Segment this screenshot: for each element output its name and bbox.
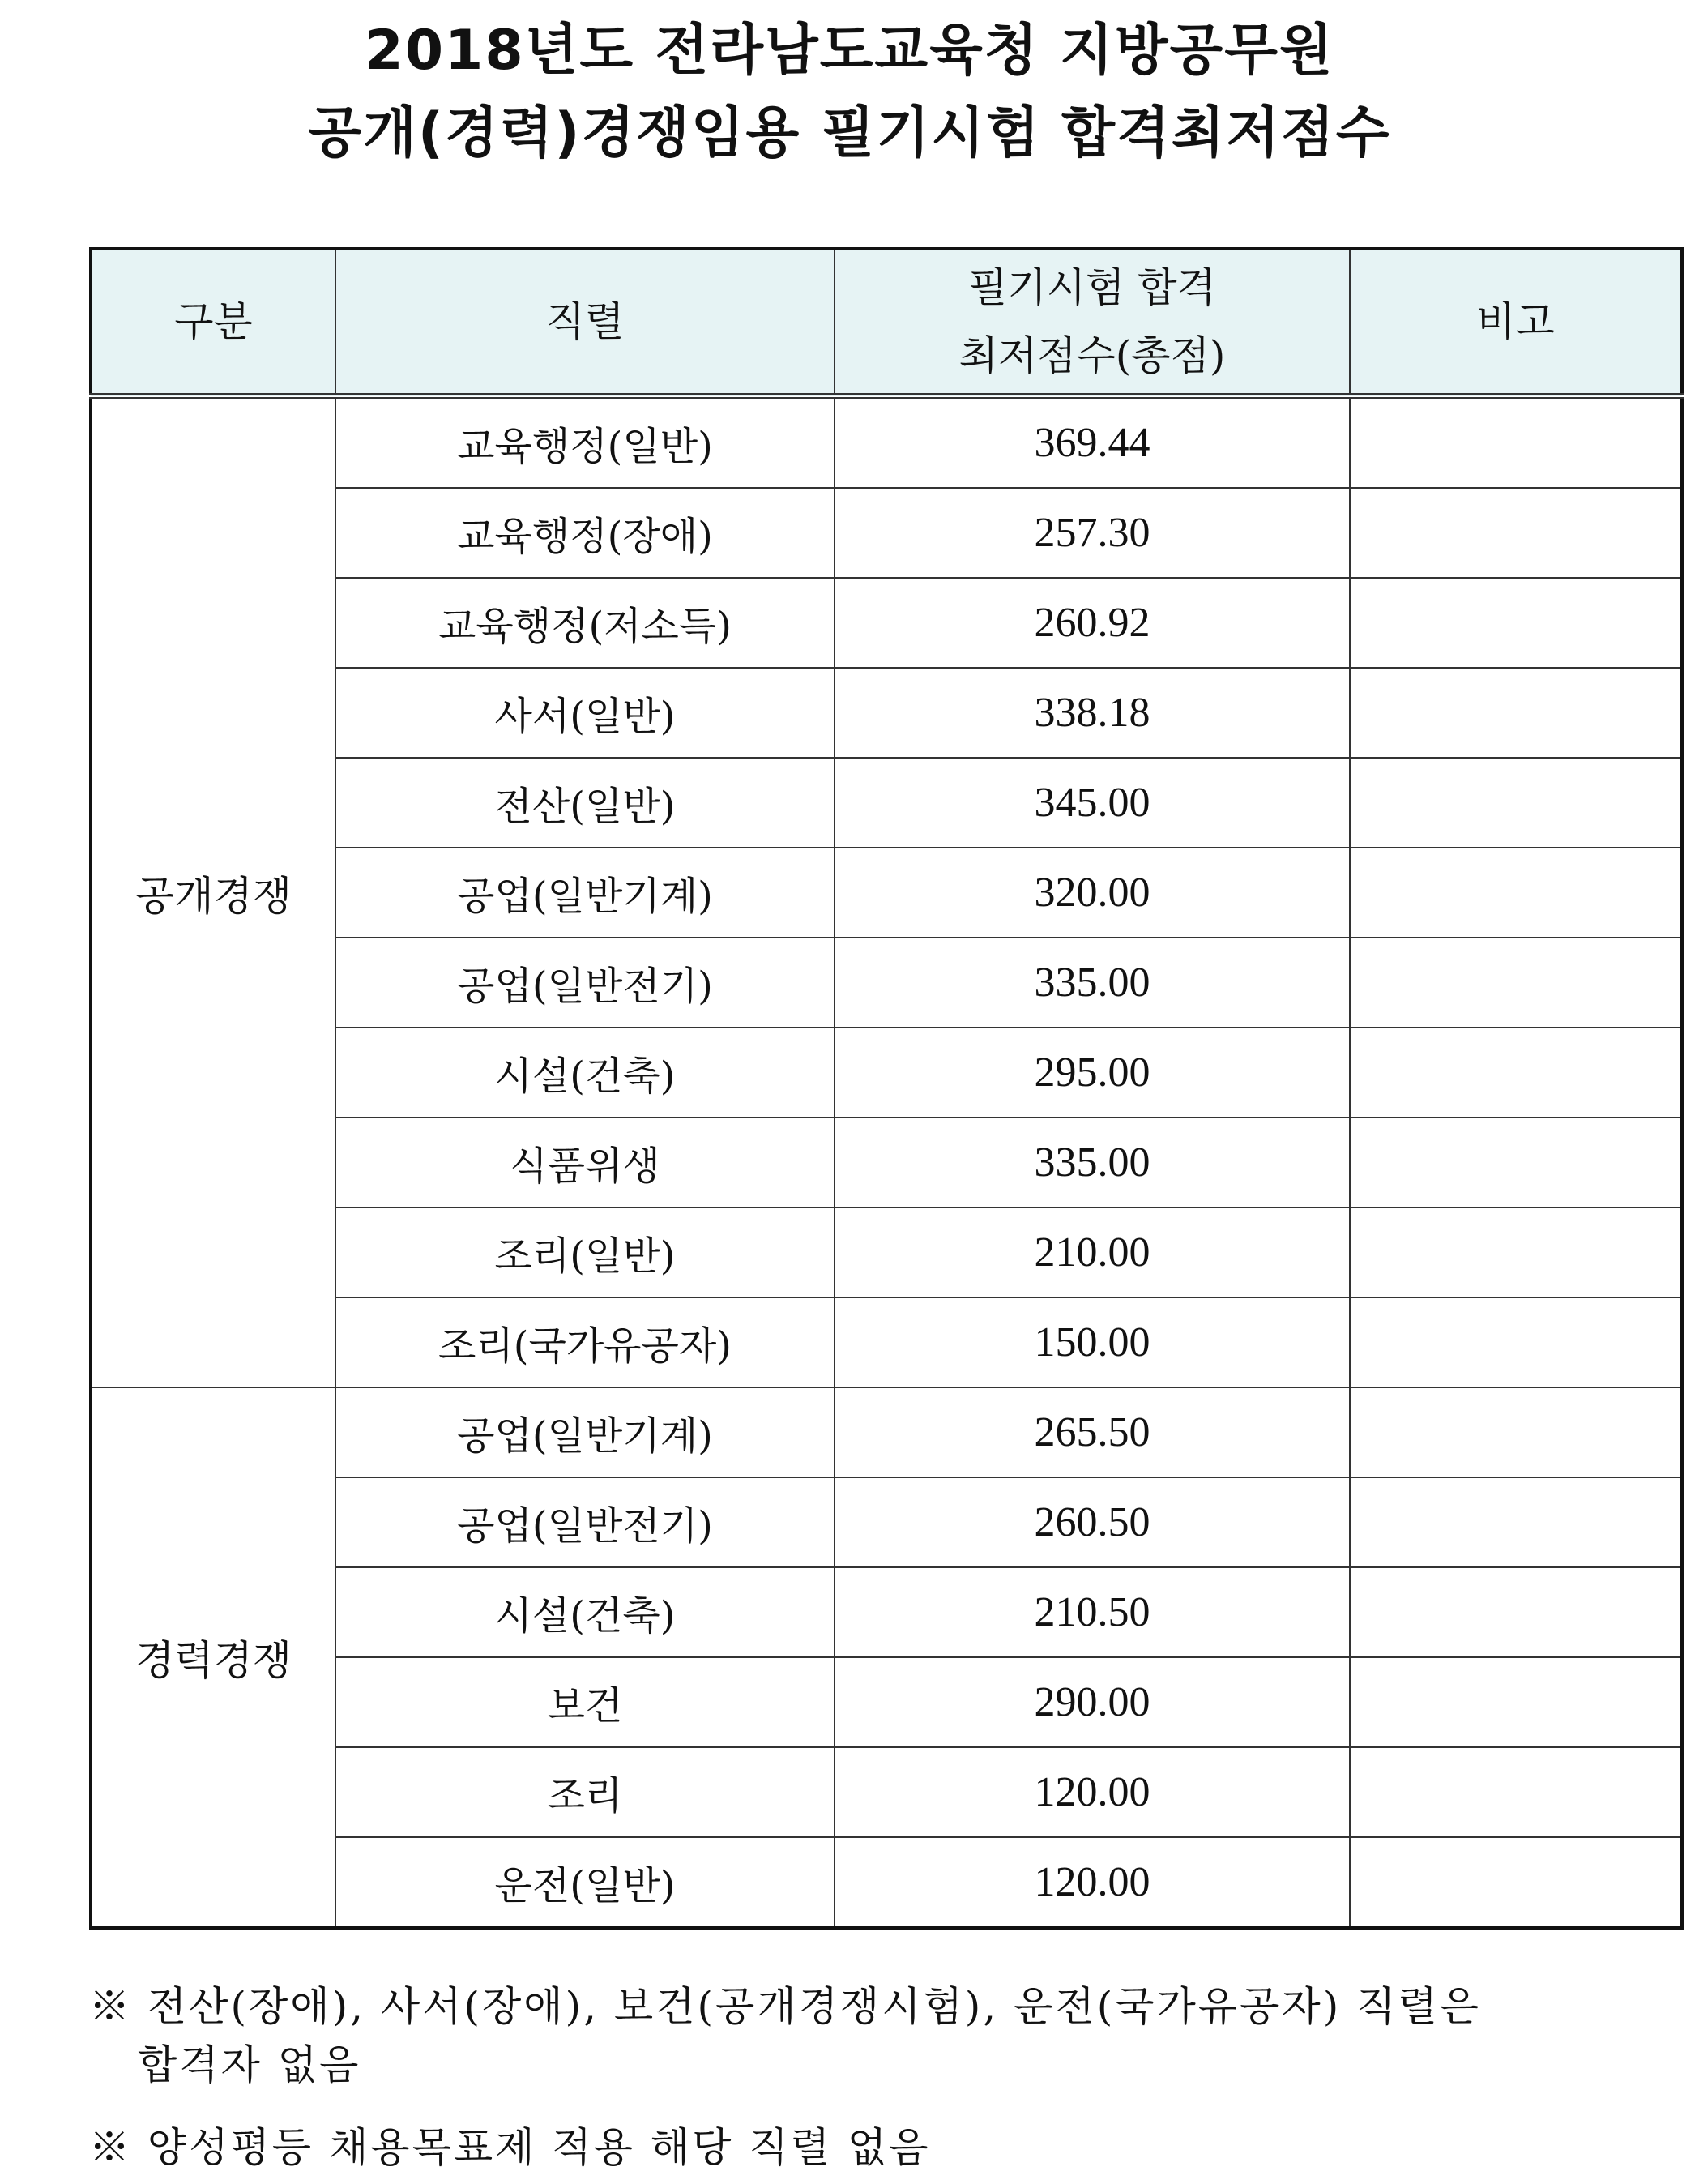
score-cell: 260.50 <box>835 1477 1350 1567</box>
position-cell: 전산(일반) <box>335 758 835 848</box>
remark-cell <box>1350 758 1682 848</box>
remark-cell <box>1350 668 1682 758</box>
remark-cell <box>1350 1297 1682 1387</box>
score-cell: 150.00 <box>835 1297 1350 1387</box>
remark-cell <box>1350 848 1682 938</box>
group-category-open: 공개경쟁 <box>91 396 335 1388</box>
table-row <box>91 1387 1682 1477</box>
header-category: 구분 <box>91 249 335 396</box>
document-title-line2: 공개(경력)경쟁임용 필기시험 합격최저점수 <box>308 101 1391 165</box>
score-cell: 120.00 <box>835 1747 1350 1837</box>
footnote-gender-equality: ※ 양성평등 채용목표제 적용 해당 직렬 없음 <box>89 2124 931 2171</box>
score-cell: 335.00 <box>835 938 1350 1028</box>
remark-cell <box>1350 396 1682 489</box>
group-category-career: 경력경쟁 <box>91 1387 335 1928</box>
remark-cell <box>1350 1118 1682 1207</box>
position-cell: 조리 <box>335 1747 835 1837</box>
header-score-line2: 최저점수(총점) <box>958 332 1226 379</box>
position-cell: 사서(일반) <box>335 668 835 758</box>
remark-cell <box>1350 488 1682 578</box>
score-cell: 335.00 <box>835 1118 1350 1207</box>
document-title-line1: 2018년도 전라남도교육청 지방공무원 <box>365 19 1334 83</box>
position-cell: 공업(일반전기) <box>335 1477 835 1567</box>
remark-cell <box>1350 1207 1682 1297</box>
position-cell: 공업(일반기계) <box>335 1387 835 1477</box>
position-cell: 교육행정(저소득) <box>335 578 835 668</box>
score-cell: 338.18 <box>835 668 1350 758</box>
position-cell: 보건 <box>335 1657 835 1747</box>
remark-cell <box>1350 938 1682 1028</box>
remark-cell <box>1350 1567 1682 1657</box>
remark-cell <box>1350 1387 1682 1477</box>
position-cell: 조리(일반) <box>335 1207 835 1297</box>
score-cell: 120.00 <box>835 1837 1350 1928</box>
position-cell: 교육행정(장애) <box>335 488 835 578</box>
remark-cell <box>1350 578 1682 668</box>
remark-cell <box>1350 1028 1682 1118</box>
score-cell: 369.44 <box>835 396 1350 489</box>
score-cell: 320.00 <box>835 848 1350 938</box>
score-cell: 210.50 <box>835 1567 1350 1657</box>
score-cell: 210.00 <box>835 1207 1350 1297</box>
header-remarks: 비고 <box>1350 249 1682 396</box>
position-cell: 조리(국가유공자) <box>335 1297 835 1387</box>
score-cell: 295.00 <box>835 1028 1350 1118</box>
score-cell: 260.92 <box>835 578 1350 668</box>
header-position: 직렬 <box>335 249 835 396</box>
position-cell: 운전(일반) <box>335 1837 835 1928</box>
remark-cell <box>1350 1657 1682 1747</box>
header-score <box>835 249 1350 396</box>
remark-cell <box>1350 1837 1682 1928</box>
header-score-line1: 필기시험 합격 <box>968 264 1216 311</box>
remark-cell <box>1350 1477 1682 1567</box>
score-table <box>89 247 1684 1930</box>
table-body <box>91 396 1682 1929</box>
table-row <box>91 396 1682 489</box>
position-cell: 교육행정(일반) <box>335 396 835 489</box>
position-cell: 시설(건축) <box>335 1567 835 1657</box>
score-cell: 257.30 <box>835 488 1350 578</box>
position-cell: 식품위생 <box>335 1118 835 1207</box>
footnote-no-passers: ※ 전산(장애), 사서(장애), 보건(공개경쟁시험), 운전(국가유공자) 직렬은 <box>89 1983 1482 2030</box>
position-cell: 공업(일반전기) <box>335 938 835 1028</box>
remark-cell <box>1350 1747 1682 1837</box>
position-cell: 공업(일반기계) <box>335 848 835 938</box>
position-cell: 시설(건축) <box>335 1028 835 1118</box>
score-cell: 345.00 <box>835 758 1350 848</box>
score-cell: 290.00 <box>835 1657 1350 1747</box>
footnote-no-passers-cont: 합격자 없음 <box>138 2041 361 2088</box>
table-header <box>91 249 1682 396</box>
score-cell: 265.50 <box>835 1387 1350 1477</box>
